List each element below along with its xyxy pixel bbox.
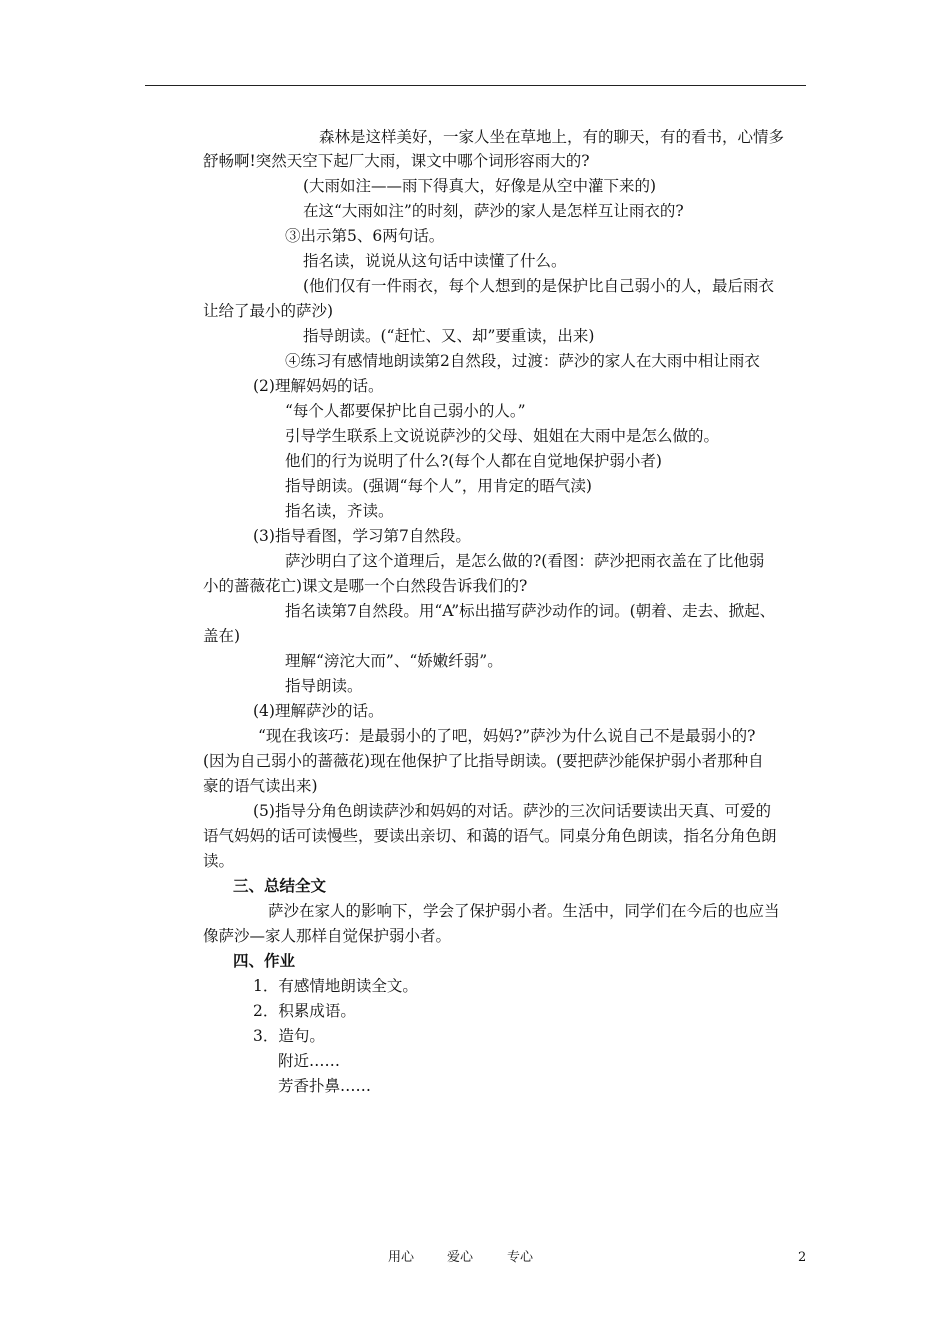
text-line: 指导朗读。(强调“每个人”，用肯定的晤气渎) [285, 477, 592, 495]
text-line: 指导朗读。(“赶忙、又、却”要重读，出来) [303, 327, 595, 345]
text-line: (4)理解萨沙的话。 [253, 702, 384, 720]
text-line: 理解“滂沱大而”、“娇嫩纤弱”。 [285, 652, 503, 670]
text-line: 读。 [203, 852, 235, 870]
footer-center: 爱心 [447, 1250, 474, 1265]
text-line: (2)理解妈妈的话。 [253, 377, 384, 395]
text-line: 引导学生联系上文说说萨沙的父母、姐姐在大雨中是怎么做的。 [285, 427, 720, 445]
header-rule [145, 85, 806, 86]
section-heading: 四、作业 [233, 951, 296, 970]
text-line: 指名读，齐读。 [285, 502, 394, 520]
text-line: 他们的行为说明了什么?(每个人都在自觉地保护弱小者) [285, 452, 662, 470]
footer-right: 专心 [507, 1250, 534, 1265]
text-line: ④练习有感情地朗读第2自然段，过渡：萨沙的家人在大雨中相让雨衣 [285, 352, 760, 370]
footer-left: 用心 [388, 1250, 415, 1265]
text-line: ③出示第5、6两句话。 [285, 227, 445, 245]
page-number: 2 [798, 1250, 807, 1265]
text-line: 萨沙在家人的影响下，学会了保护弱小者。生活中，同学们在今后的也应当 [268, 902, 780, 920]
text-line: (5)指导分角色朗读萨沙和妈妈的对话。萨沙的三次问话要读出天真、可爱的 [253, 802, 771, 820]
text-line: (因为自己弱小的蔷薇花)现在他保护了比指导朗读。(要把萨沙能保护弱小者那种自 [203, 752, 764, 770]
text-line: 豪的语气读出来) [203, 777, 318, 795]
list-item: 3．造句。 [253, 1027, 325, 1045]
text-line: 像萨沙—家人那样自觉保护弱小者。 [203, 927, 452, 945]
text-line: 指名读第7自然段。用“A”标出描写萨沙动作的词。(朝着、走去、掀起、 [285, 602, 776, 620]
text-line: 森林是这样美好，一家人坐在草地上，有的聊天，有的看书，心情多 [319, 128, 785, 146]
section-heading: 三、总结全文 [233, 876, 327, 895]
list-item: 2．积累成语。 [253, 1002, 356, 1020]
text-line: (他们仅有一件雨衣，每个人想到的是保护比自己弱小的人，最后雨衣 [303, 277, 775, 295]
text-line: 语气妈妈的话可读慢些，要读出亲切、和蔼的语气。同桌分角色朗读，指名分角色朗 [203, 827, 777, 845]
text-line: 指名读，说说从这句话中读懂了什么。 [303, 252, 567, 270]
text-line: 萨沙明白了这个道理后，是怎么做的?(看图：萨沙把雨衣盖在了比他弱 [285, 552, 765, 570]
text-line: 舒畅啊!突然天空下起厂大雨，课文中哪个词形容雨大的? [203, 152, 590, 170]
text-line: 附近…… [278, 1052, 341, 1070]
text-line: 芳香扑鼻…… [278, 1077, 372, 1095]
text-line: (大雨如注——雨下得真大，好像是从空中灌下来的) [303, 177, 657, 195]
text-line: 指导朗读。 [285, 677, 363, 695]
text-line: “每个人都要保护比自己弱小的人。” [285, 402, 526, 420]
text-line: (3)指导看图，学习第7自然段。 [253, 527, 471, 545]
text-line: 让给了最小的萨沙) [203, 302, 334, 320]
text-line: 盖在) [203, 627, 241, 645]
text-line: 在这“大雨如注”的时刻，萨沙的家人是怎样互让雨衣的? [303, 202, 684, 220]
text-line: “现在我该巧：是最弱小的了吧，妈妈?”萨沙为什么说自己不是最弱小的? [258, 727, 756, 745]
list-item: 1．有感情地朗读全文。 [253, 977, 418, 995]
text-line: 小的蔷薇花亡)课文是哪一个白然段告诉我们的? [203, 577, 528, 595]
